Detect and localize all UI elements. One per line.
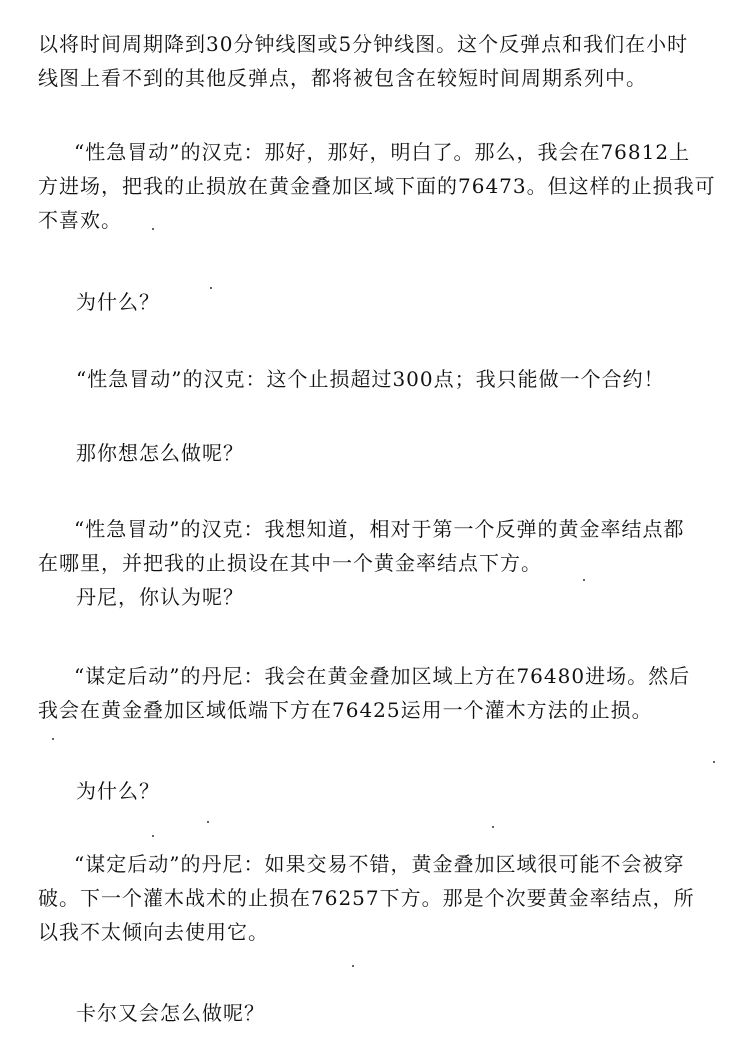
paragraph-danny-2: [38, 847, 695, 949]
text-line: “性急冒动”的汉克：我想知道，相对于第一个反弹的黄金率结点都: [74, 517, 685, 541]
paragraph-danny-1: [38, 659, 690, 727]
scan-speck: [52, 738, 54, 740]
text-line: “谋定后动”的丹尼：我会在黄金叠加区域上方在76480进场。然后: [74, 664, 691, 688]
scan-speck: [207, 821, 209, 823]
text-line: 以将时间周期降到30分钟线图或5分钟线图。这个反弹点和我们在小时: [38, 32, 689, 56]
text-line: “性急冒动”的汉克：那好，那好，明白了。那么，我会在76812上: [74, 140, 691, 164]
text-line: 方进场，把我的止损放在黄金叠加区域下面的76473。但这样的止损我可: [38, 174, 716, 198]
paragraph-question-why-2: [76, 774, 160, 808]
paragraph-question-how: [76, 436, 244, 470]
text-line: 丹尼，你认为呢？: [76, 585, 244, 609]
scan-speck: [713, 761, 715, 763]
paragraph-hank-2: [76, 362, 665, 396]
text-line: 破。下一个灌木战术的止损在76257下方。那是个次要黄金率结点，所: [38, 886, 695, 910]
paragraph-hank-3: [38, 512, 684, 614]
paragraph-hank-1: [38, 135, 716, 237]
text-line: 以我不太倾向去使用它。: [38, 920, 269, 944]
scan-speck: [210, 287, 212, 289]
text-line: 不喜欢。: [38, 208, 122, 232]
text-line: 卡尔又会怎么做呢？: [76, 1001, 265, 1025]
scan-speck: [492, 826, 494, 828]
paragraph-question-why-1: [76, 285, 160, 319]
text-line: 我会在黄金叠加区域低端下方在76425运用一个灌木方法的止损。: [38, 698, 653, 722]
scan-speck: [583, 579, 585, 581]
text-line: “性急冒动”的汉克：这个止损超过300点；我只能做一个合约！: [76, 367, 665, 391]
text-line: 线图上看不到的其他反弹点，都将被包含在较短时间周期系列中。: [38, 66, 647, 90]
paragraph-continuation: [38, 27, 688, 95]
paragraph-question-carl: [76, 996, 265, 1030]
scan-speck: [152, 835, 154, 837]
scan-speck: [152, 228, 154, 230]
text-line: 那你想怎么做呢？: [76, 441, 244, 465]
text-line: 在哪里，并把我的止损设在其中一个黄金率结点下方。: [38, 551, 542, 575]
text-line: “谋定后动”的丹尼：如果交易不错，黄金叠加区域很可能不会被穿: [74, 852, 685, 876]
scan-speck: [352, 965, 354, 967]
text-line: 为什么？: [76, 779, 160, 803]
text-line: 为什么？: [76, 290, 160, 314]
